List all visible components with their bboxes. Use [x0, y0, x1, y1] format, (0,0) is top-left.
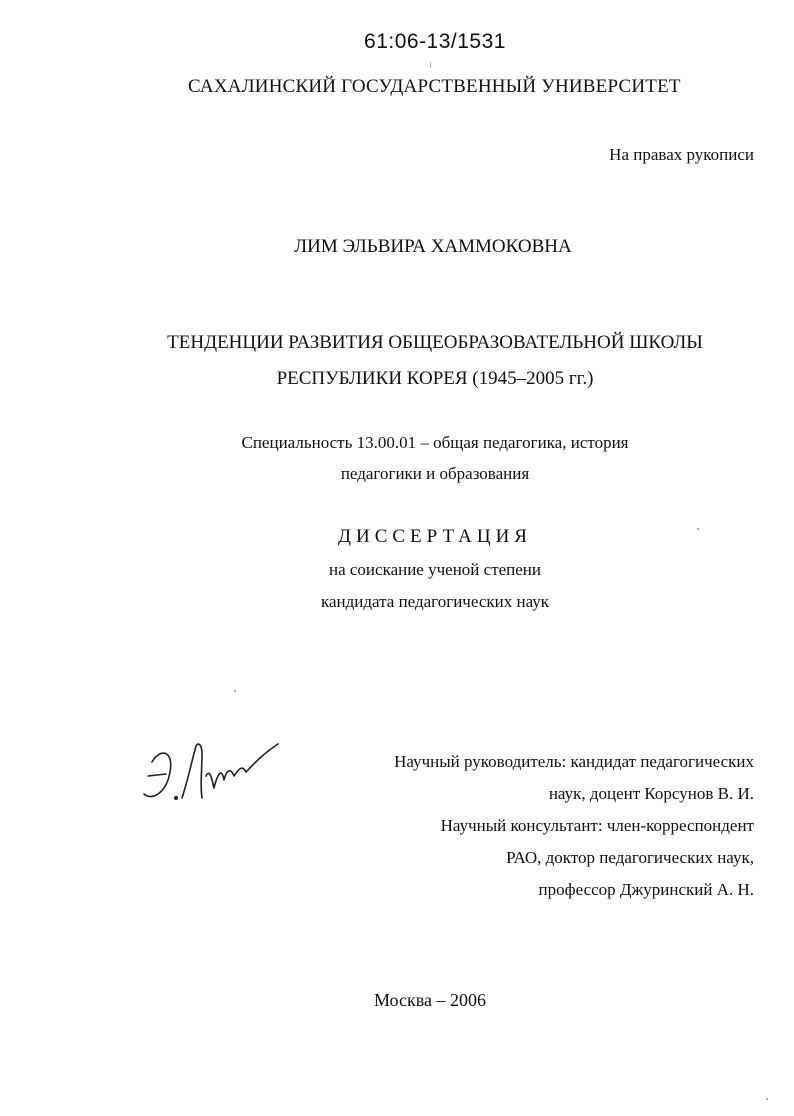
advisors-block	[394, 746, 754, 906]
advisor-line-2: наук, доцент Корсунов В. И.	[548, 784, 754, 803]
dissertation-label: ДИССЕРТАЦИЯ	[338, 526, 532, 547]
advisor-line-5: профессор Джуринский А. Н.	[538, 880, 754, 899]
specialty-line-1: Специальность 13.00.01 – общая педагогика, история	[241, 433, 629, 452]
advisor-line-3: Научный консультант: член-корреспондент	[440, 816, 754, 835]
university-name: САХАЛИНСКИЙ ГОСУДАРСТВЕННЫЙ УНИВЕРСИТЕТ	[188, 76, 681, 97]
scan-speck	[697, 528, 699, 530]
thesis-title-line-1: ТЕНДЕНЦИИ РАЗВИТИЯ ОБЩЕОБРАЗОВАТЕЛЬНОЙ ШКОЛЫ	[167, 332, 703, 353]
scan-speck	[766, 1098, 768, 1100]
advisor-line-1: Научный руководитель: кандидат педагогических	[394, 752, 754, 771]
author-name: ЛИМ ЭЛЬВИРА ХАММОКОВНА	[294, 236, 572, 257]
specialty-line-2: педагогики и образования	[340, 464, 530, 483]
advisor-line-4: РАО, доктор педагогических наук,	[506, 848, 754, 867]
scan-speck	[234, 690, 236, 692]
degree-line-1: на соискание ученой степени	[328, 560, 542, 579]
city-year: Москва – 2006	[374, 990, 486, 1010]
degree-line-2: кандидата педагогических наук	[320, 592, 550, 611]
scan-speck	[430, 62, 431, 68]
archive-code: 61:06-13/1531	[364, 30, 506, 53]
thesis-title-line-2: РЕСПУБЛИКИ КОРЕЯ (1945–2005 гг.)	[276, 368, 594, 389]
handwritten-signature	[130, 720, 290, 820]
rights-note: На правах рукописи	[609, 145, 754, 164]
